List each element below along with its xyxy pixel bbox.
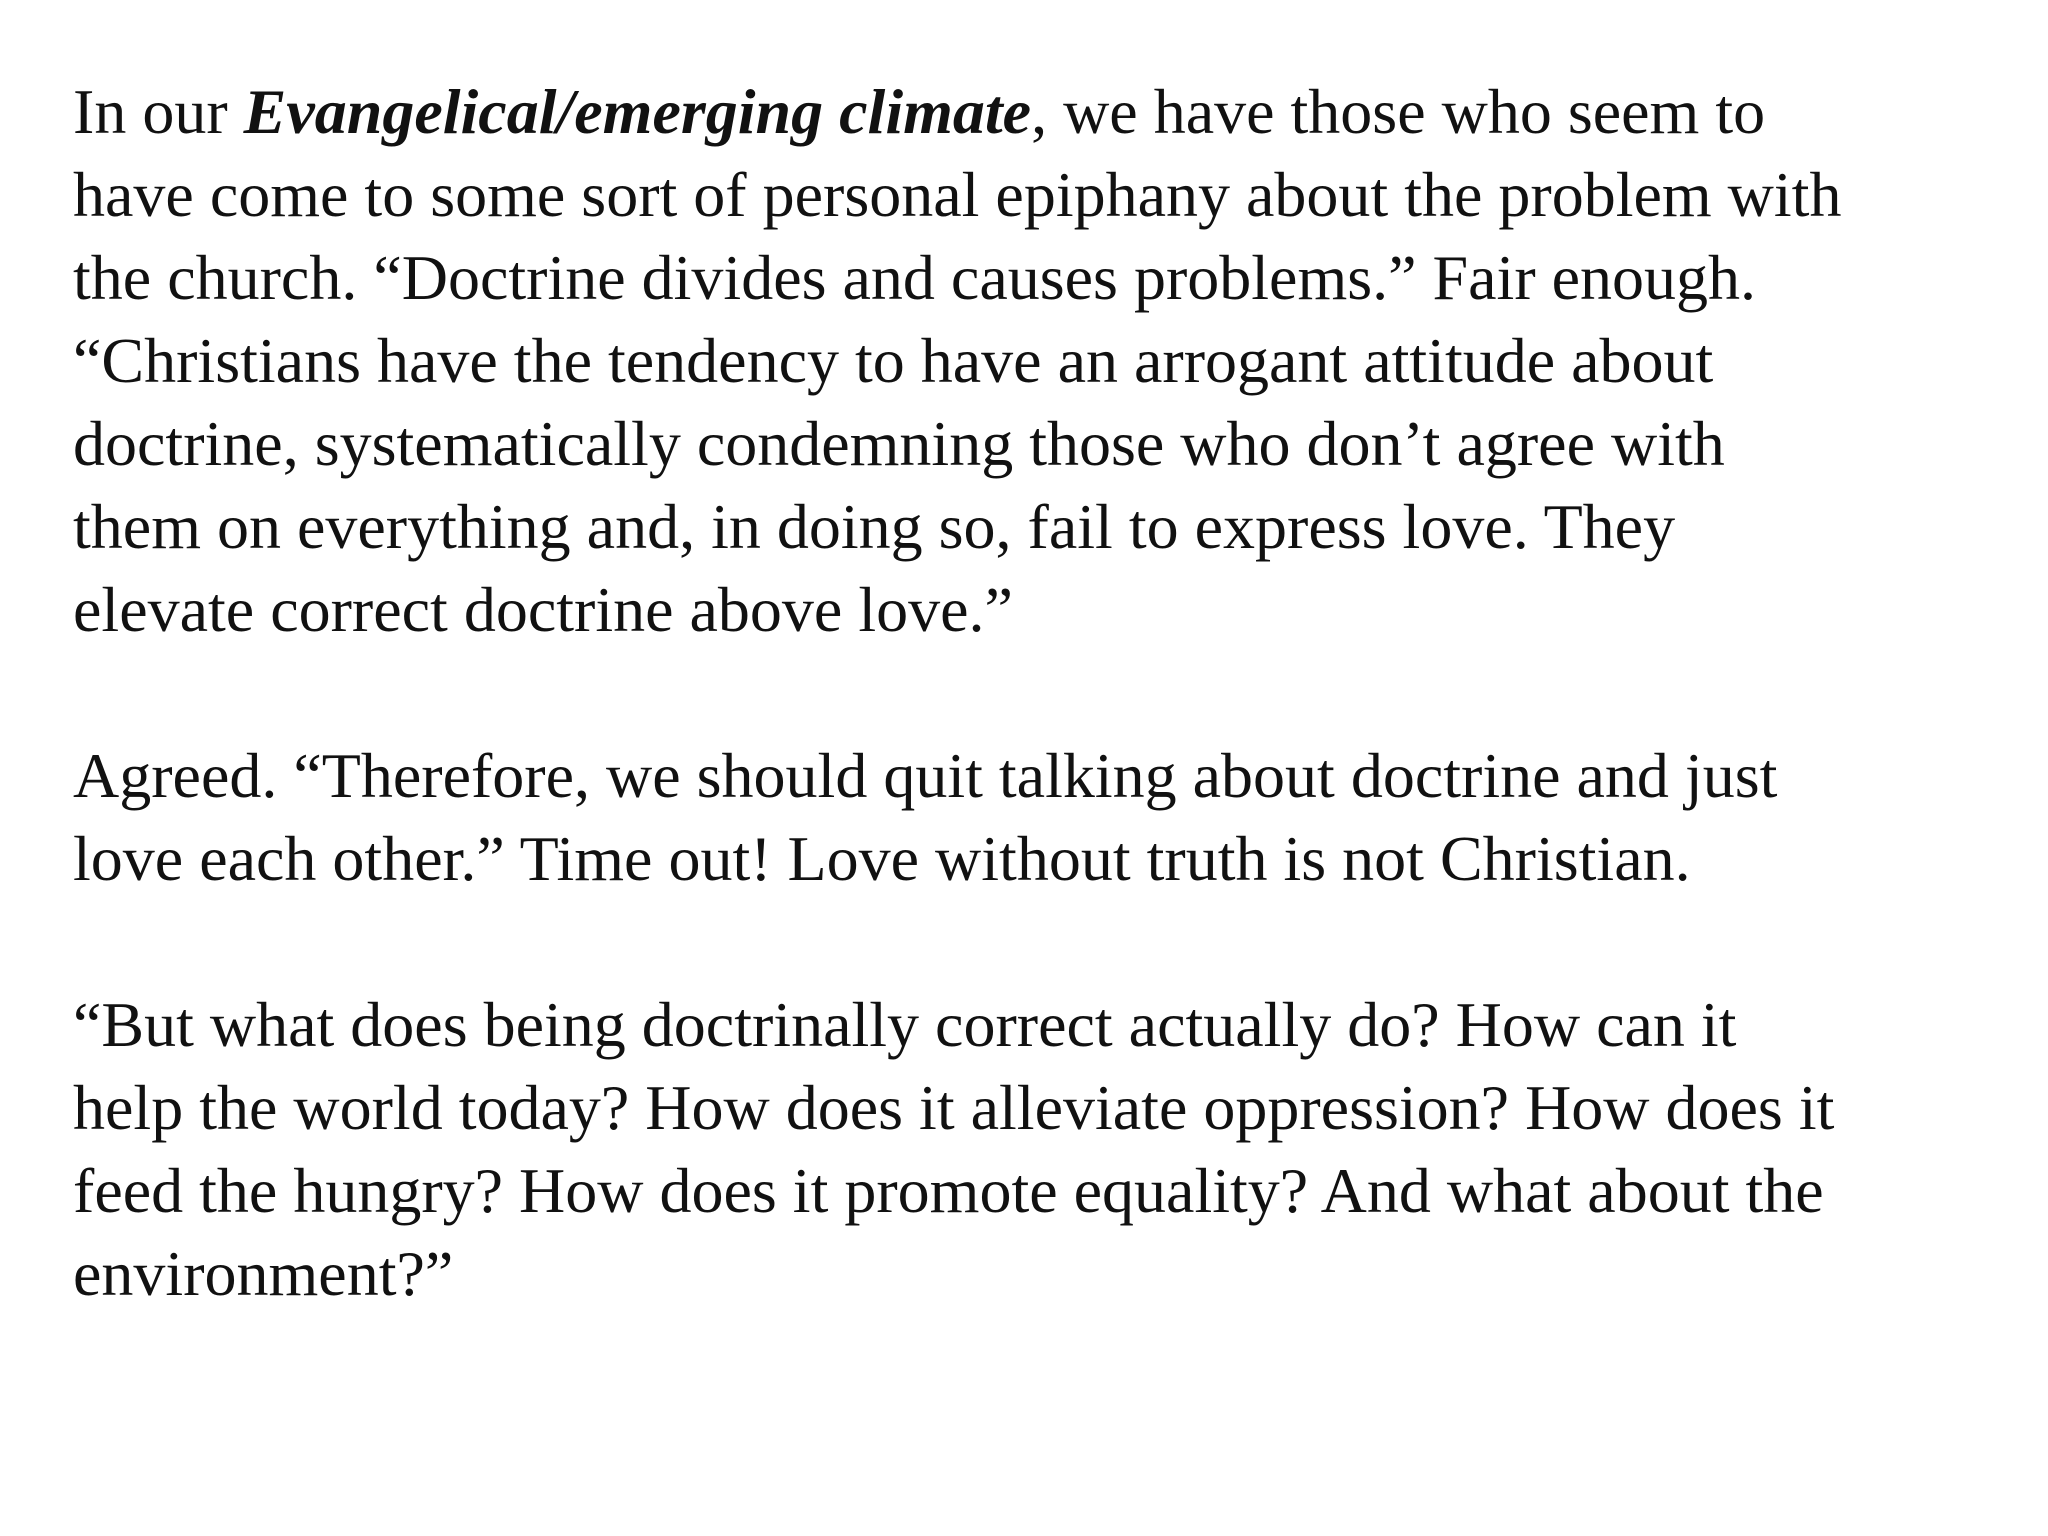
paragraph-3 — [73, 983, 2013, 1315]
paragraph-1-line-1 — [73, 70, 2013, 153]
paragraph-3-line-4: environment?” — [73, 1238, 454, 1309]
paragraph-1-line-2: have come to some sort of personal epiphany about the problem with — [73, 159, 1842, 230]
intro-continuation: , we have those who seem to — [1031, 76, 1766, 147]
paragraph-3-line-2: help the world today? How does it alleviate oppression? How does it — [73, 1072, 1835, 1143]
paragraph-1-line-4: “Christians have the tendency to have an arrogant attitude about — [73, 325, 1714, 396]
paragraph-2 — [73, 734, 2013, 900]
paragraph-3-line-1: “But what does being doctrinally correct actually do? How can it — [73, 989, 1737, 1060]
document-page — [73, 70, 2013, 1315]
paragraph-1-line-7: elevate correct doctrine above love.” — [73, 574, 1013, 645]
intro-text: In our — [73, 76, 244, 147]
paragraph-1-line-3: the church. “Doctrine divides and causes problems.” Fair enough. — [73, 242, 1757, 313]
paragraph-1 — [73, 70, 2013, 651]
paragraph-1-line-5: doctrine, systematically condemning those who don’t agree with — [73, 408, 1725, 479]
paragraph-1-line-6: them on everything and, in doing so, fail to express love. They — [73, 491, 1676, 562]
paragraph-2-line-2: love each other.” Time out! Love without truth is not Christian. — [73, 823, 1691, 894]
paragraph-3-line-3: feed the hungry? How does it promote equality? And what about the — [73, 1155, 1824, 1226]
paragraph-2-line-1: Agreed. “Therefore, we should quit talking about doctrine and just — [73, 740, 1778, 811]
emphasized-term: Evangelical/emerging climate — [243, 76, 1032, 147]
